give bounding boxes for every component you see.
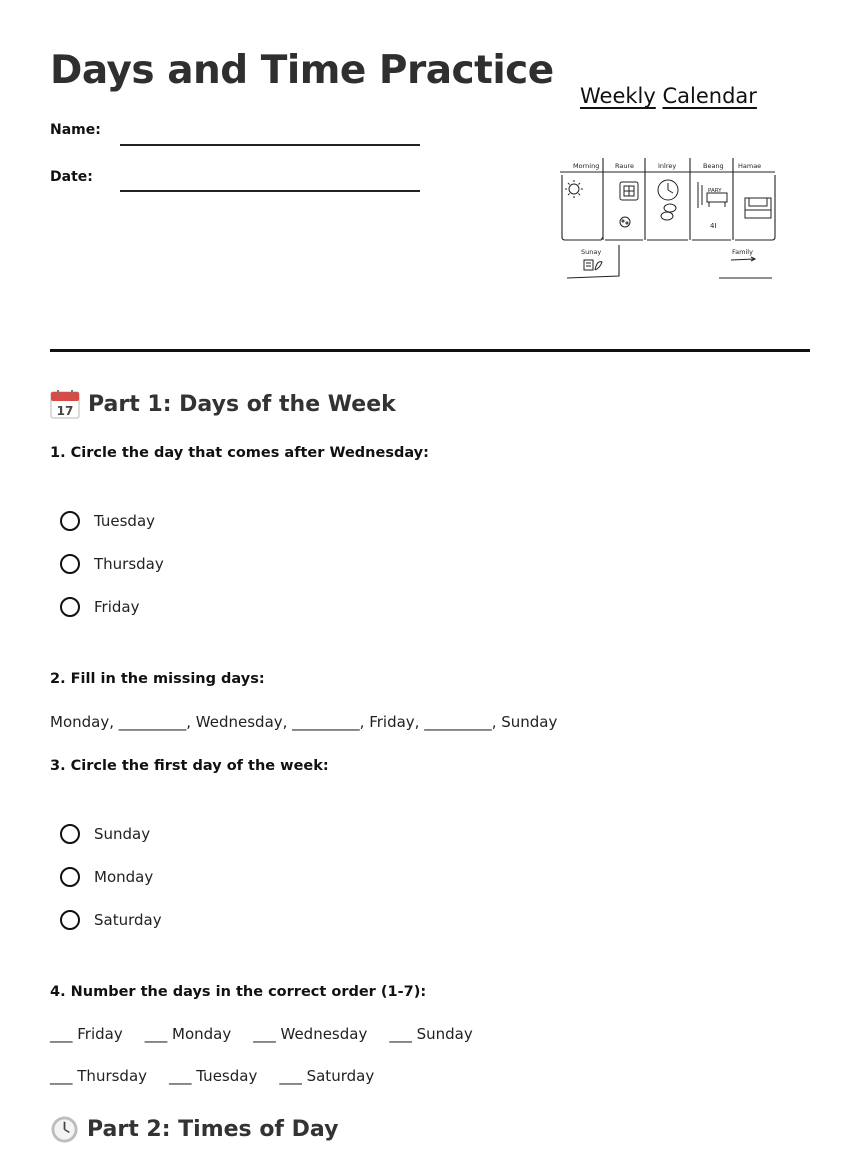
- svg-text:PARY: PARY: [708, 188, 722, 194]
- page-title: Days and Time Practice: [50, 48, 554, 93]
- date-field[interactable]: [120, 190, 420, 192]
- order-item[interactable]: ___ Monday: [144, 1025, 232, 1043]
- order-row-1: [50, 1025, 473, 1043]
- question-4: 4. Number the days in the correct order (1-7):: [50, 984, 427, 1000]
- order-item[interactable]: ___ Sunday: [389, 1025, 473, 1043]
- svg-text:Sunay: Sunay: [581, 248, 602, 256]
- svg-text:Raure: Raure: [615, 162, 635, 170]
- calendar-icon: [50, 389, 80, 419]
- section-divider: [50, 349, 810, 352]
- order-item[interactable]: ___ Friday: [50, 1025, 123, 1043]
- clock-icon: [50, 1115, 79, 1144]
- party-icon: [698, 182, 727, 208]
- radio-circle[interactable]: [60, 597, 80, 617]
- svg-text:Morning: Morning: [573, 162, 600, 170]
- name-label: Name:: [50, 122, 101, 138]
- svg-text:Family: Family: [732, 248, 753, 256]
- order-item[interactable]: ___ Wednesday: [253, 1025, 368, 1043]
- planner-icon: [620, 182, 638, 227]
- date-label: Date:: [50, 169, 93, 185]
- name-field[interactable]: [120, 144, 420, 146]
- q1-option-tuesday[interactable]: Tuesday: [60, 511, 155, 531]
- radio-circle[interactable]: [60, 910, 80, 930]
- q3-option-sunday[interactable]: Sunday: [60, 824, 150, 844]
- sofa-icon: [745, 198, 771, 218]
- q1-option-thursday[interactable]: Thursday: [60, 554, 164, 574]
- order-item[interactable]: ___ Thursday: [50, 1067, 148, 1085]
- q3-option-saturday[interactable]: Saturday: [60, 910, 162, 930]
- radio-circle[interactable]: [60, 824, 80, 844]
- clock-sketch-icon: [658, 180, 678, 220]
- svg-text:Beang: Beang: [703, 162, 724, 170]
- question-1: 1. Circle the day that comes after Wednesday:: [50, 445, 429, 461]
- calendar-title: Weekly Calendar: [580, 84, 757, 108]
- missing-days-line[interactable]: Monday, _________, Wednesday, _________, Friday, _________, Sunday: [50, 713, 558, 731]
- part1-heading: 17 Part 1: Days of the Week: [50, 389, 396, 419]
- sun-icon: [565, 180, 583, 198]
- svg-text:17: 17: [56, 404, 74, 418]
- question-2: 2. Fill in the missing days:: [50, 671, 265, 687]
- svg-text:4I: 4I: [710, 222, 717, 230]
- svg-text:Hamae: Hamae: [738, 162, 762, 170]
- part2-heading: Part 2: Times of Day: [50, 1115, 338, 1144]
- question-3: 3. Circle the first day of the week:: [50, 758, 329, 774]
- order-item[interactable]: ___ Saturday: [279, 1067, 375, 1085]
- note-icon: [584, 260, 602, 270]
- weekly-calendar-sketch: [555, 80, 785, 290]
- radio-circle[interactable]: [60, 867, 80, 887]
- q3-option-monday[interactable]: Monday: [60, 867, 153, 887]
- radio-circle[interactable]: [60, 511, 80, 531]
- q1-option-friday[interactable]: Friday: [60, 597, 139, 617]
- order-row-2: [50, 1067, 374, 1085]
- order-item[interactable]: ___ Tuesday: [169, 1067, 258, 1085]
- radio-circle[interactable]: [60, 554, 80, 574]
- svg-text:Inlrey: Inlrey: [658, 162, 677, 170]
